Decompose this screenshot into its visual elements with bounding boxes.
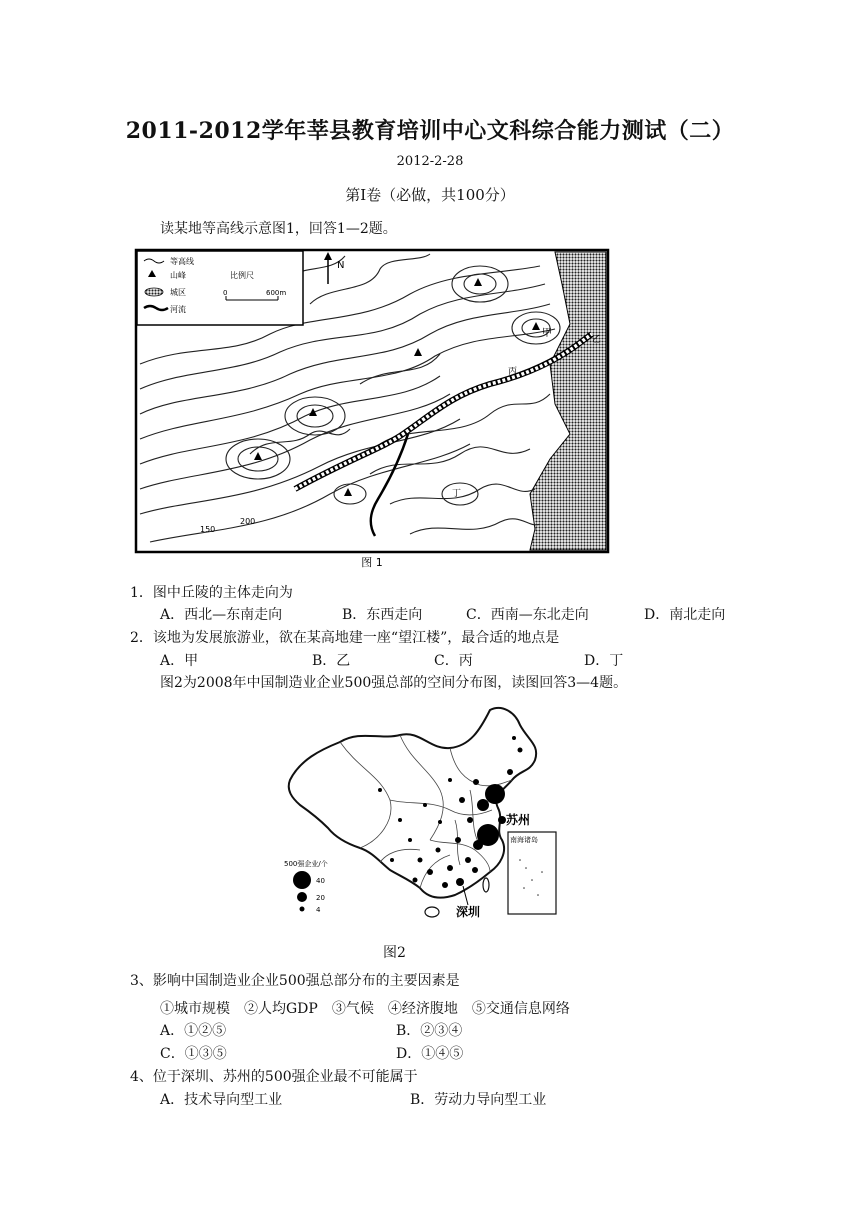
map-legend [137,251,303,325]
legend-city-label: 城区 [170,288,186,297]
question-3-stem: 3、影响中国制造业企业500强总部分布的主要因素是 [130,973,460,989]
q4-option-b: B．劳动力导向型工业 [410,1092,547,1108]
q2-option-a: A．甲 [160,653,199,669]
q3-option-d: D．①④⑤ [396,1046,464,1062]
hainan-island [425,907,439,917]
legend-title: 500强企业/个 [284,860,328,868]
legend-scale-value: 600m [266,289,287,297]
question-1-stem: 1．图中丘陵的主体走向为 [130,585,293,601]
q3-option-c: C．①③⑤ [160,1046,227,1062]
figure-2-caption: 图2 [383,945,406,961]
q4-option-a: A．技术导向型工业 [160,1092,283,1108]
shenzhen-label: 深圳 [456,905,481,919]
legend-peak-label: 山峰 [170,271,186,280]
question-4-stem: 4、位于深圳、苏州的500强企业最不可能属于 [130,1069,418,1085]
dot-size-legend [284,859,328,914]
intro-figure-2: 图2为2008年中国制造业企业500强总部的空间分布图，读图回答3—4题。 [160,675,628,691]
q2-option-c: C．丙 [434,653,473,669]
legend-value-20: 20 [316,894,325,902]
question-2-stem: 2．该地为发展旅游业，欲在某高地建一座“望江楼”，最合适的地点是 [130,630,560,646]
label-ding: 丁 [452,489,462,499]
china-map-figure [280,700,580,928]
legend-scale-label: 比例尺 [230,271,254,280]
q1-option-b: B．东西走向 [342,607,423,623]
suzhou-label: 苏州 [506,813,531,827]
q1-option-c: C．西南—东北走向 [466,607,589,623]
figure-1-caption: 图 1 [361,556,383,569]
q3-factors: ①城市规模 ②人均GDP ③气候 ④经济腹地 ⑤交通信息网络 [160,1001,570,1017]
q2-option-d: D．丁 [584,653,624,669]
label-contour-150: 150 [200,525,216,534]
q2-option-b: B．乙 [312,653,351,669]
exam-date: 2012-2-28 [396,154,464,169]
label-yi: 乙 [592,335,602,345]
south-china-sea-inset [508,832,556,914]
legend-value-4: 4 [316,906,321,914]
label-contour-200: 200 [240,517,256,526]
q1-option-d: D．南北走向 [644,607,726,623]
taiwan-island [483,878,489,892]
legend-value-40: 40 [316,877,325,885]
legend-scale-zero: 0 [223,289,228,297]
north-label: N [337,260,345,271]
page-title: 2011-2012学年莘县教育培训中心文科综合能力测试（二） [125,118,735,144]
legend-river-label: 河流 [170,305,186,314]
q3-option-a: A．①②⑤ [160,1023,227,1039]
label-bing: 丙 [508,367,518,377]
q3-option-b: B．②③④ [396,1023,463,1039]
nanhai-label: 南海诸岛 [510,836,538,844]
label-jia: 甲 [542,328,552,339]
legend-contour-label: 等高线 [170,257,194,266]
contour-map-figure [130,244,614,572]
section-heading: 第Ⅰ卷（必做，共100分） [345,186,515,204]
intro-figure-1: 读某地等高线示意图1，回答1—2题。 [160,221,397,237]
q1-option-a: A．西北—东南走向 [160,607,283,623]
legend-city-icon [145,288,163,296]
